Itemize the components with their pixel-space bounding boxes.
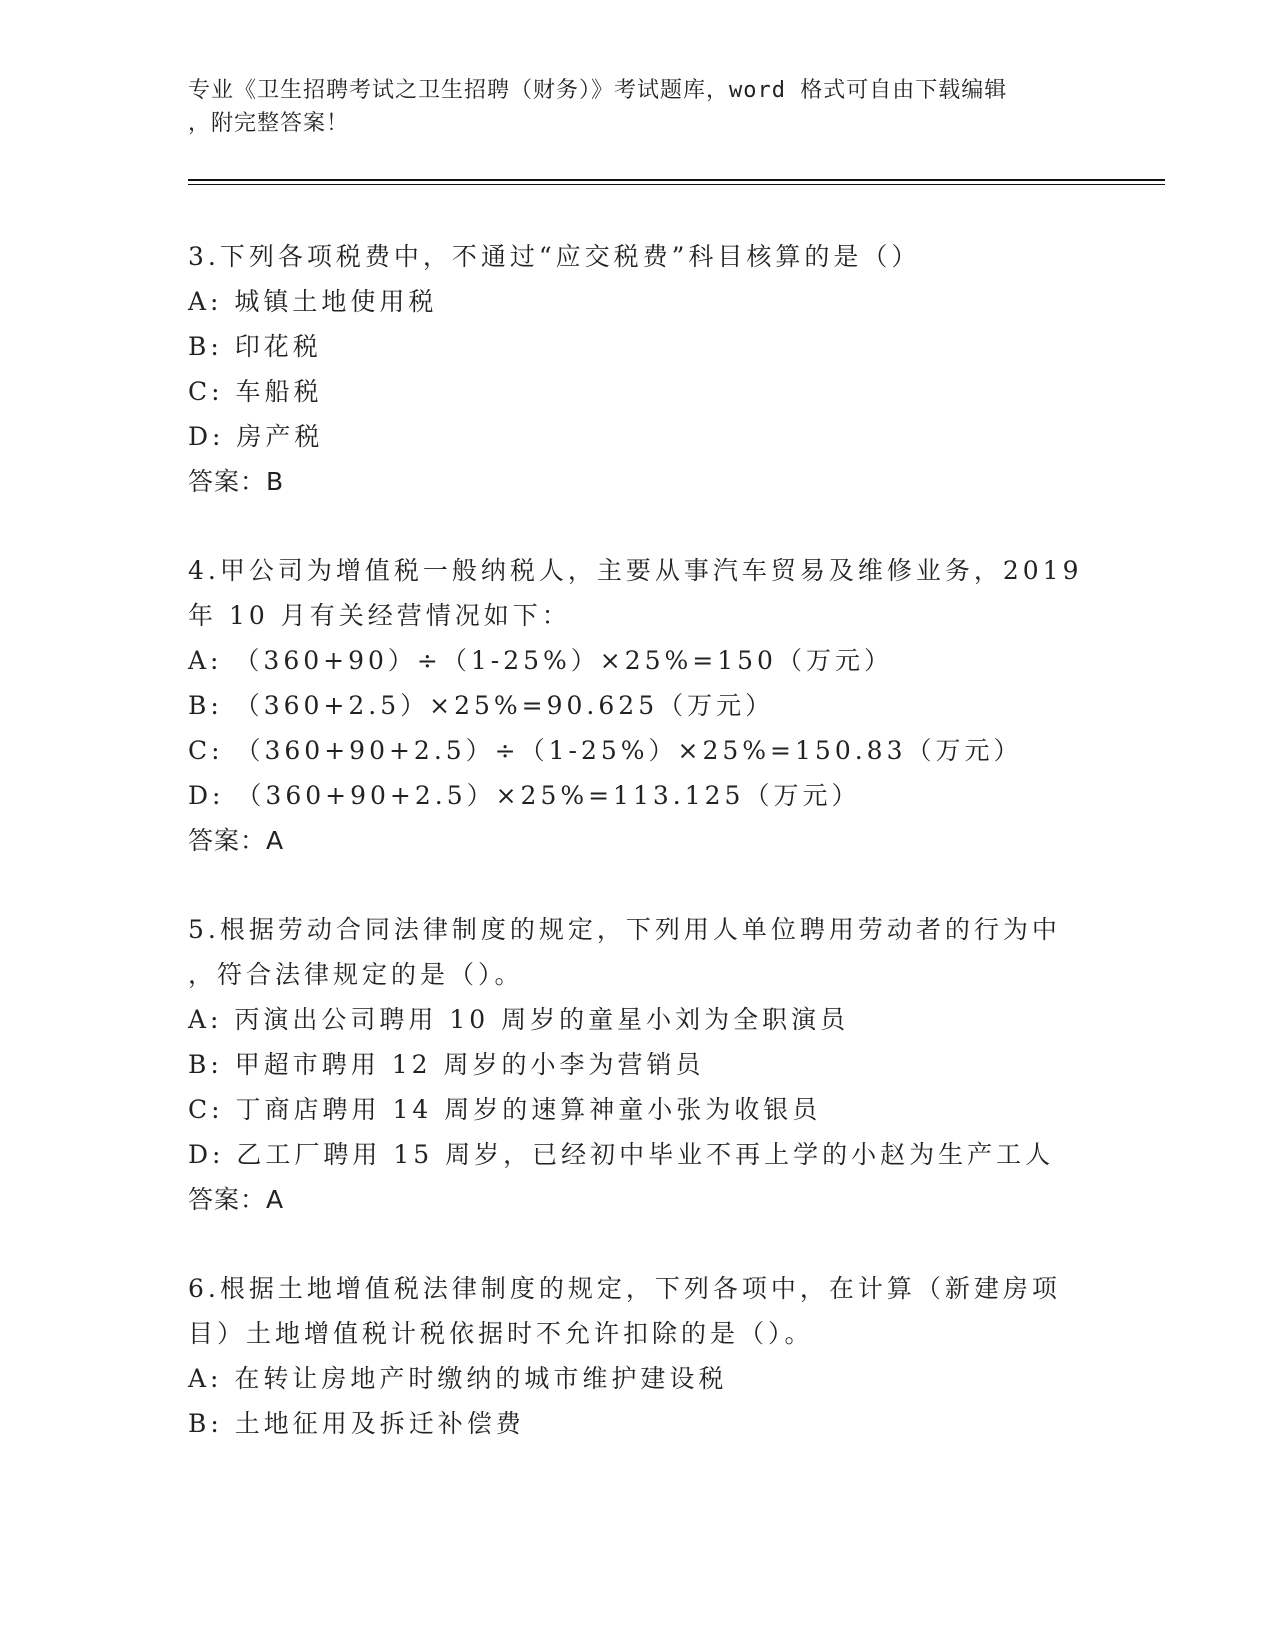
option-b: B: 甲超市聘用 12 周岁的小李为营销员 — [188, 1050, 705, 1079]
answer-label: 答案：A — [188, 826, 285, 855]
question-stem-line-2: 年 10 月有关经营情况如下： — [188, 601, 571, 630]
option-a: A: 城镇土地使用税 — [188, 287, 438, 316]
question-4 — [188, 548, 1108, 863]
question-stem-line-1: 4.甲公司为增值税一般纳税人，主要从事汽车贸易及维修业务，2019 — [188, 556, 1083, 585]
question-list — [188, 234, 1108, 1490]
option-a: A: 在转让房地产时缴纳的城市维护建设税 — [188, 1364, 728, 1393]
answer-label: 答案：B — [188, 467, 285, 496]
question-stem-line-1: 6.根据土地增值税法律制度的规定，下列各项中，在计算（新建房项 — [188, 1274, 1061, 1303]
question-stem: 3.下列各项税费中，不通过“应交税费”科目核算的是（） — [188, 242, 921, 271]
header-divider-thick — [188, 179, 1165, 181]
question-stem-line-2: ，符合法律规定的是（）。 — [188, 960, 524, 989]
option-a: A: 丙演出公司聘用 10 周岁的童星小刘为全职演员 — [188, 1005, 850, 1034]
header-line-2: ，附完整答案！ — [188, 111, 350, 136]
question-stem-line-2: 目）土地增值税计税依据时不允许扣除的是（）。 — [188, 1319, 814, 1348]
header-line-1: 专业《卫生招聘考试之卫生招聘（财务）》考试题库，word 格式可自由下载编辑 — [188, 78, 1008, 103]
document-header — [188, 74, 1068, 140]
option-a: A: （360+90）÷（1-25%）×25%=150（万元） — [188, 646, 893, 675]
option-b: B: 土地征用及拆迁补偿费 — [188, 1409, 525, 1438]
answer-label: 答案：A — [188, 1185, 285, 1214]
option-c: C: 丁商店聘用 14 周岁的速算神童小张为收银员 — [188, 1095, 822, 1124]
option-d: D: 乙工厂聘用 15 周岁，已经初中毕业不再上学的小赵为生产工人 — [188, 1140, 1055, 1169]
question-5 — [188, 907, 1108, 1222]
question-6 — [188, 1266, 1108, 1446]
option-b: B: （360+2.5）×25%=90.625（万元） — [188, 691, 775, 720]
option-b: B: 印花税 — [188, 332, 322, 361]
header-divider-thin — [188, 184, 1165, 185]
option-d: D: 房产税 — [188, 422, 324, 451]
question-3 — [188, 234, 1108, 504]
question-stem-line-1: 5.根据劳动合同法律制度的规定，下列用人单位聘用劳动者的行为中 — [188, 915, 1061, 944]
option-c: C: （360+90+2.5）÷（1-25%）×25%=150.83（万元） — [188, 736, 1023, 765]
option-c: C: 车船税 — [188, 377, 323, 406]
option-d: D: （360+90+2.5）×25%=113.125（万元） — [188, 781, 861, 810]
